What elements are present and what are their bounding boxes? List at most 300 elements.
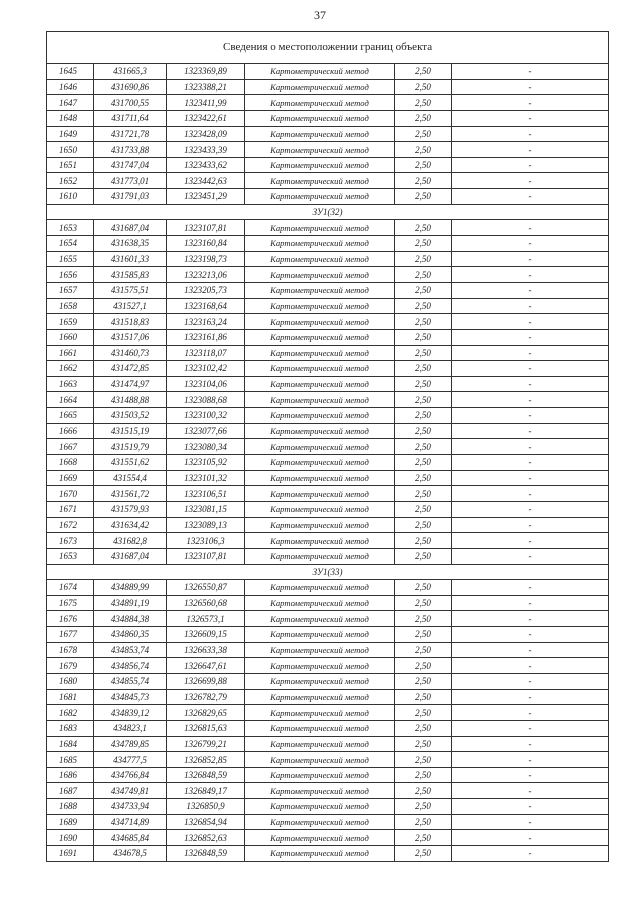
coordinate-y: 1326852,63 xyxy=(167,830,245,846)
method-cell: Картометрический метод xyxy=(245,689,395,705)
point-number: 1653 xyxy=(47,220,94,236)
coordinate-x: 434853,74 xyxy=(94,642,167,658)
accuracy-cell: 2,50 xyxy=(395,392,452,408)
description-cell: - xyxy=(452,642,609,658)
description-cell: - xyxy=(452,627,609,643)
page-number: 37 xyxy=(314,8,326,22)
table-row xyxy=(47,376,609,392)
point-number: 1686 xyxy=(47,767,94,783)
accuracy-cell: 2,50 xyxy=(395,736,452,752)
coordinates-sheet xyxy=(46,31,608,862)
coordinate-y: 1323080,34 xyxy=(167,439,245,455)
point-number: 1645 xyxy=(47,64,94,80)
coordinate-x: 434789,85 xyxy=(94,736,167,752)
section-row xyxy=(47,204,609,220)
description-cell: - xyxy=(452,658,609,674)
table-row xyxy=(47,783,609,799)
description-cell: - xyxy=(452,439,609,455)
table-row xyxy=(47,595,609,611)
method-cell: Картометрический метод xyxy=(245,423,395,439)
coordinate-x: 431503,52 xyxy=(94,408,167,424)
coordinate-y: 1323168,64 xyxy=(167,298,245,314)
method-cell: Картометрический метод xyxy=(245,282,395,298)
accuracy-cell: 2,50 xyxy=(395,689,452,705)
point-number: 1667 xyxy=(47,439,94,455)
coordinate-y: 1326782,79 xyxy=(167,689,245,705)
accuracy-cell: 2,50 xyxy=(395,236,452,252)
table-row xyxy=(47,611,609,627)
point-number: 1649 xyxy=(47,126,94,142)
accuracy-cell: 2,50 xyxy=(395,79,452,95)
table-row xyxy=(47,580,609,596)
method-cell: Картометрический метод xyxy=(245,705,395,721)
method-cell: Картометрический метод xyxy=(245,361,395,377)
accuracy-cell: 2,50 xyxy=(395,220,452,236)
coordinate-x: 434845,73 xyxy=(94,689,167,705)
coordinate-x: 434889,99 xyxy=(94,580,167,596)
coordinate-y: 1323163,24 xyxy=(167,314,245,330)
table-title: Сведения о местоположении границ объекта xyxy=(47,32,609,64)
description-cell: - xyxy=(452,548,609,564)
accuracy-cell: 2,50 xyxy=(395,642,452,658)
coordinate-y: 1326699,88 xyxy=(167,673,245,689)
section-row xyxy=(47,564,609,580)
accuracy-cell: 2,50 xyxy=(395,486,452,502)
accuracy-cell: 2,50 xyxy=(395,814,452,830)
method-cell: Картометрический метод xyxy=(245,548,395,564)
point-number: 1662 xyxy=(47,361,94,377)
coordinate-x: 434766,84 xyxy=(94,767,167,783)
accuracy-cell: 2,50 xyxy=(395,658,452,674)
accuracy-cell: 2,50 xyxy=(395,64,452,80)
coordinate-y: 1323105,92 xyxy=(167,455,245,471)
description-cell: - xyxy=(452,251,609,267)
description-cell: - xyxy=(452,282,609,298)
coordinate-y: 1326848,59 xyxy=(167,767,245,783)
coordinate-x: 434714,89 xyxy=(94,814,167,830)
coordinate-x: 434860,35 xyxy=(94,627,167,643)
point-number: 1646 xyxy=(47,79,94,95)
table-row xyxy=(47,345,609,361)
description-cell: - xyxy=(452,142,609,158)
method-cell: Картометрический метод xyxy=(245,408,395,424)
coordinate-x: 431690,86 xyxy=(94,79,167,95)
accuracy-cell: 2,50 xyxy=(395,533,452,549)
description-cell: - xyxy=(452,95,609,111)
section-label: ЗУ1(33) xyxy=(47,564,609,580)
description-cell: - xyxy=(452,830,609,846)
accuracy-cell: 2,50 xyxy=(395,767,452,783)
accuracy-cell: 2,50 xyxy=(395,423,452,439)
description-cell: - xyxy=(452,799,609,815)
table-row xyxy=(47,470,609,486)
method-cell: Картометрический метод xyxy=(245,533,395,549)
description-cell: - xyxy=(452,517,609,533)
method-cell: Картометрический метод xyxy=(245,736,395,752)
coordinate-y: 1323451,29 xyxy=(167,189,245,205)
description-cell: - xyxy=(452,705,609,721)
description-cell: - xyxy=(452,814,609,830)
accuracy-cell: 2,50 xyxy=(395,517,452,533)
point-number: 1653 xyxy=(47,548,94,564)
method-cell: Картометрический метод xyxy=(245,173,395,189)
point-number: 1677 xyxy=(47,627,94,643)
accuracy-cell: 2,50 xyxy=(395,376,452,392)
description-cell: - xyxy=(452,470,609,486)
coordinate-y: 1323388,21 xyxy=(167,79,245,95)
coordinate-y: 1323433,62 xyxy=(167,157,245,173)
method-cell: Картометрический метод xyxy=(245,720,395,736)
point-number: 1687 xyxy=(47,783,94,799)
accuracy-cell: 2,50 xyxy=(395,595,452,611)
coordinate-x: 431638,35 xyxy=(94,236,167,252)
point-number: 1666 xyxy=(47,423,94,439)
coordinate-y: 1323088,68 xyxy=(167,392,245,408)
coordinate-y: 1326848,59 xyxy=(167,846,245,862)
accuracy-cell: 2,50 xyxy=(395,580,452,596)
description-cell: - xyxy=(452,79,609,95)
point-number: 1661 xyxy=(47,345,94,361)
coordinate-y: 1323104,06 xyxy=(167,376,245,392)
coordinate-x: 431682,8 xyxy=(94,533,167,549)
coordinate-x: 431517,06 xyxy=(94,329,167,345)
accuracy-cell: 2,50 xyxy=(395,783,452,799)
table-row xyxy=(47,220,609,236)
coordinate-y: 1323433,39 xyxy=(167,142,245,158)
table-row xyxy=(47,455,609,471)
method-cell: Картометрический метод xyxy=(245,220,395,236)
table-row xyxy=(47,392,609,408)
description-cell: - xyxy=(452,329,609,345)
point-number: 1689 xyxy=(47,814,94,830)
point-number: 1652 xyxy=(47,173,94,189)
coordinate-x: 431791,03 xyxy=(94,189,167,205)
coordinate-x: 431665,3 xyxy=(94,64,167,80)
description-cell: - xyxy=(452,595,609,611)
coordinate-x: 434777,5 xyxy=(94,752,167,768)
coordinate-y: 1323205,73 xyxy=(167,282,245,298)
accuracy-cell: 2,50 xyxy=(395,548,452,564)
table-row xyxy=(47,282,609,298)
point-number: 1671 xyxy=(47,501,94,517)
coordinate-y: 1323428,09 xyxy=(167,126,245,142)
point-number: 1670 xyxy=(47,486,94,502)
coordinate-x: 431474,97 xyxy=(94,376,167,392)
table-row xyxy=(47,830,609,846)
method-cell: Картометрический метод xyxy=(245,470,395,486)
method-cell: Картометрический метод xyxy=(245,95,395,111)
accuracy-cell: 2,50 xyxy=(395,95,452,111)
table-row xyxy=(47,720,609,736)
coordinate-x: 431519,79 xyxy=(94,439,167,455)
method-cell: Картометрический метод xyxy=(245,752,395,768)
coordinate-y: 1323081,15 xyxy=(167,501,245,517)
accuracy-cell: 2,50 xyxy=(395,142,452,158)
accuracy-cell: 2,50 xyxy=(395,298,452,314)
description-cell: - xyxy=(452,486,609,502)
method-cell: Картометрический метод xyxy=(245,298,395,314)
table-row xyxy=(47,673,609,689)
description-cell: - xyxy=(452,392,609,408)
description-cell: - xyxy=(452,720,609,736)
description-cell: - xyxy=(452,157,609,173)
accuracy-cell: 2,50 xyxy=(395,345,452,361)
table-row xyxy=(47,314,609,330)
method-cell: Картометрический метод xyxy=(245,830,395,846)
description-cell: - xyxy=(452,173,609,189)
table-row xyxy=(47,126,609,142)
method-cell: Картометрический метод xyxy=(245,673,395,689)
accuracy-cell: 2,50 xyxy=(395,673,452,689)
point-number: 1679 xyxy=(47,658,94,674)
point-number: 1664 xyxy=(47,392,94,408)
accuracy-cell: 2,50 xyxy=(395,611,452,627)
coordinate-y: 1326815,63 xyxy=(167,720,245,736)
accuracy-cell: 2,50 xyxy=(395,282,452,298)
point-number: 1648 xyxy=(47,110,94,126)
method-cell: Картометрический метод xyxy=(245,267,395,283)
accuracy-cell: 2,50 xyxy=(395,470,452,486)
table-row xyxy=(47,486,609,502)
method-cell: Картометрический метод xyxy=(245,783,395,799)
point-number: 1673 xyxy=(47,533,94,549)
coordinate-x: 431747,04 xyxy=(94,157,167,173)
table-row xyxy=(47,64,609,80)
description-cell: - xyxy=(452,126,609,142)
point-number: 1668 xyxy=(47,455,94,471)
coordinate-x: 431634,42 xyxy=(94,517,167,533)
point-number: 1683 xyxy=(47,720,94,736)
description-cell: - xyxy=(452,345,609,361)
accuracy-cell: 2,50 xyxy=(395,627,452,643)
coordinate-x: 431579,93 xyxy=(94,501,167,517)
table-row xyxy=(47,142,609,158)
point-number: 1655 xyxy=(47,251,94,267)
accuracy-cell: 2,50 xyxy=(395,846,452,862)
point-number: 1669 xyxy=(47,470,94,486)
point-number: 1676 xyxy=(47,611,94,627)
coordinate-x: 431687,04 xyxy=(94,548,167,564)
method-cell: Картометрический метод xyxy=(245,157,395,173)
coordinate-y: 1323411,99 xyxy=(167,95,245,111)
coordinate-y: 1323089,13 xyxy=(167,517,245,533)
point-number: 1658 xyxy=(47,298,94,314)
method-cell: Картометрический метод xyxy=(245,392,395,408)
accuracy-cell: 2,50 xyxy=(395,830,452,846)
description-cell: - xyxy=(452,752,609,768)
table-row xyxy=(47,658,609,674)
coordinate-y: 1323106,51 xyxy=(167,486,245,502)
point-number: 1680 xyxy=(47,673,94,689)
coordinate-y: 1323442,63 xyxy=(167,173,245,189)
description-cell: - xyxy=(452,298,609,314)
table-row xyxy=(47,157,609,173)
method-cell: Картометрический метод xyxy=(245,64,395,80)
description-cell: - xyxy=(452,236,609,252)
coordinate-y: 1323100,32 xyxy=(167,408,245,424)
description-cell: - xyxy=(452,673,609,689)
point-number: 1656 xyxy=(47,267,94,283)
description-cell: - xyxy=(452,611,609,627)
table-row xyxy=(47,846,609,862)
coordinate-y: 1323422,61 xyxy=(167,110,245,126)
point-number: 1691 xyxy=(47,846,94,862)
coordinate-y: 1323160,84 xyxy=(167,236,245,252)
accuracy-cell: 2,50 xyxy=(395,720,452,736)
coordinate-x: 434733,94 xyxy=(94,799,167,815)
table-row xyxy=(47,517,609,533)
table-row xyxy=(47,298,609,314)
coordinate-y: 1326633,38 xyxy=(167,642,245,658)
table-row xyxy=(47,267,609,283)
coordinate-y: 1323101,32 xyxy=(167,470,245,486)
method-cell: Картометрический метод xyxy=(245,142,395,158)
coordinate-x: 434884,38 xyxy=(94,611,167,627)
coordinate-y: 1323107,81 xyxy=(167,548,245,564)
coordinate-y: 1326647,61 xyxy=(167,658,245,674)
table-row xyxy=(47,329,609,345)
accuracy-cell: 2,50 xyxy=(395,361,452,377)
accuracy-cell: 2,50 xyxy=(395,189,452,205)
table-row xyxy=(47,705,609,721)
accuracy-cell: 2,50 xyxy=(395,126,452,142)
table-row xyxy=(47,361,609,377)
method-cell: Картометрический метод xyxy=(245,236,395,252)
description-cell: - xyxy=(452,580,609,596)
method-cell: Картометрический метод xyxy=(245,846,395,862)
coordinate-x: 434855,74 xyxy=(94,673,167,689)
coordinate-x: 434891,19 xyxy=(94,595,167,611)
coordinate-y: 1323213,06 xyxy=(167,267,245,283)
point-number: 1674 xyxy=(47,580,94,596)
accuracy-cell: 2,50 xyxy=(395,110,452,126)
table-row xyxy=(47,236,609,252)
accuracy-cell: 2,50 xyxy=(395,173,452,189)
coordinate-x: 434839,12 xyxy=(94,705,167,721)
method-cell: Картометрический метод xyxy=(245,595,395,611)
method-cell: Картометрический метод xyxy=(245,767,395,783)
accuracy-cell: 2,50 xyxy=(395,501,452,517)
table-row xyxy=(47,548,609,564)
description-cell: - xyxy=(452,846,609,862)
coordinate-y: 1323106,3 xyxy=(167,533,245,549)
description-cell: - xyxy=(452,64,609,80)
coordinate-x: 434749,81 xyxy=(94,783,167,799)
coordinate-x: 431687,04 xyxy=(94,220,167,236)
accuracy-cell: 2,50 xyxy=(395,439,452,455)
method-cell: Картометрический метод xyxy=(245,814,395,830)
table-row xyxy=(47,423,609,439)
table-row xyxy=(47,251,609,267)
coordinate-x: 434823,1 xyxy=(94,720,167,736)
coordinate-x: 431721,78 xyxy=(94,126,167,142)
description-cell: - xyxy=(452,314,609,330)
table-row xyxy=(47,799,609,815)
point-number: 1681 xyxy=(47,689,94,705)
coordinate-x: 431527,1 xyxy=(94,298,167,314)
description-cell: - xyxy=(452,501,609,517)
coordinate-y: 1326854,94 xyxy=(167,814,245,830)
accuracy-cell: 2,50 xyxy=(395,705,452,721)
coordinate-x: 431601,33 xyxy=(94,251,167,267)
accuracy-cell: 2,50 xyxy=(395,267,452,283)
method-cell: Картометрический метод xyxy=(245,251,395,267)
accuracy-cell: 2,50 xyxy=(395,314,452,330)
coordinate-x: 431488,88 xyxy=(94,392,167,408)
table-row xyxy=(47,439,609,455)
coordinate-y: 1323369,89 xyxy=(167,64,245,80)
coordinate-x: 431460,73 xyxy=(94,345,167,361)
point-number: 1659 xyxy=(47,314,94,330)
coordinate-y: 1323077,66 xyxy=(167,423,245,439)
point-number: 1665 xyxy=(47,408,94,424)
point-number: 1685 xyxy=(47,752,94,768)
method-cell: Картометрический метод xyxy=(245,642,395,658)
table-row xyxy=(47,79,609,95)
point-number: 1610 xyxy=(47,189,94,205)
point-number: 1690 xyxy=(47,830,94,846)
coordinate-x: 431472,85 xyxy=(94,361,167,377)
method-cell: Картометрический метод xyxy=(245,658,395,674)
coordinate-y: 1326849,17 xyxy=(167,783,245,799)
method-cell: Картометрический метод xyxy=(245,486,395,502)
description-cell: - xyxy=(452,423,609,439)
method-cell: Картометрический метод xyxy=(245,110,395,126)
coordinate-y: 1326852,85 xyxy=(167,752,245,768)
coordinate-y: 1323107,81 xyxy=(167,220,245,236)
method-cell: Картометрический метод xyxy=(245,455,395,471)
coordinate-y: 1323102,42 xyxy=(167,361,245,377)
coordinate-x: 434856,74 xyxy=(94,658,167,674)
accuracy-cell: 2,50 xyxy=(395,455,452,471)
description-cell: - xyxy=(452,220,609,236)
description-cell: - xyxy=(452,689,609,705)
table-title-row xyxy=(47,32,609,64)
point-number: 1688 xyxy=(47,799,94,815)
table-row xyxy=(47,189,609,205)
accuracy-cell: 2,50 xyxy=(395,408,452,424)
description-cell: - xyxy=(452,455,609,471)
description-cell: - xyxy=(452,736,609,752)
accuracy-cell: 2,50 xyxy=(395,157,452,173)
table-row xyxy=(47,408,609,424)
coordinate-x: 431733,88 xyxy=(94,142,167,158)
method-cell: Картометрический метод xyxy=(245,627,395,643)
accuracy-cell: 2,50 xyxy=(395,752,452,768)
method-cell: Картометрический метод xyxy=(245,517,395,533)
table-row xyxy=(47,173,609,189)
point-number: 1682 xyxy=(47,705,94,721)
method-cell: Картометрический метод xyxy=(245,189,395,205)
point-number: 1654 xyxy=(47,236,94,252)
coordinate-x: 431518,83 xyxy=(94,314,167,330)
table-row xyxy=(47,110,609,126)
method-cell: Картометрический метод xyxy=(245,439,395,455)
method-cell: Картометрический метод xyxy=(245,376,395,392)
coordinate-y: 1326560,68 xyxy=(167,595,245,611)
table-row xyxy=(47,642,609,658)
boundary-coordinates-table xyxy=(46,31,609,862)
method-cell: Картометрический метод xyxy=(245,501,395,517)
coordinate-y: 1326799,21 xyxy=(167,736,245,752)
coordinate-y: 1323118,07 xyxy=(167,345,245,361)
coordinate-x: 431773,01 xyxy=(94,173,167,189)
point-number: 1672 xyxy=(47,517,94,533)
coordinate-x: 431711,64 xyxy=(94,110,167,126)
coordinate-x: 431585,83 xyxy=(94,267,167,283)
point-number: 1678 xyxy=(47,642,94,658)
table-row xyxy=(47,736,609,752)
